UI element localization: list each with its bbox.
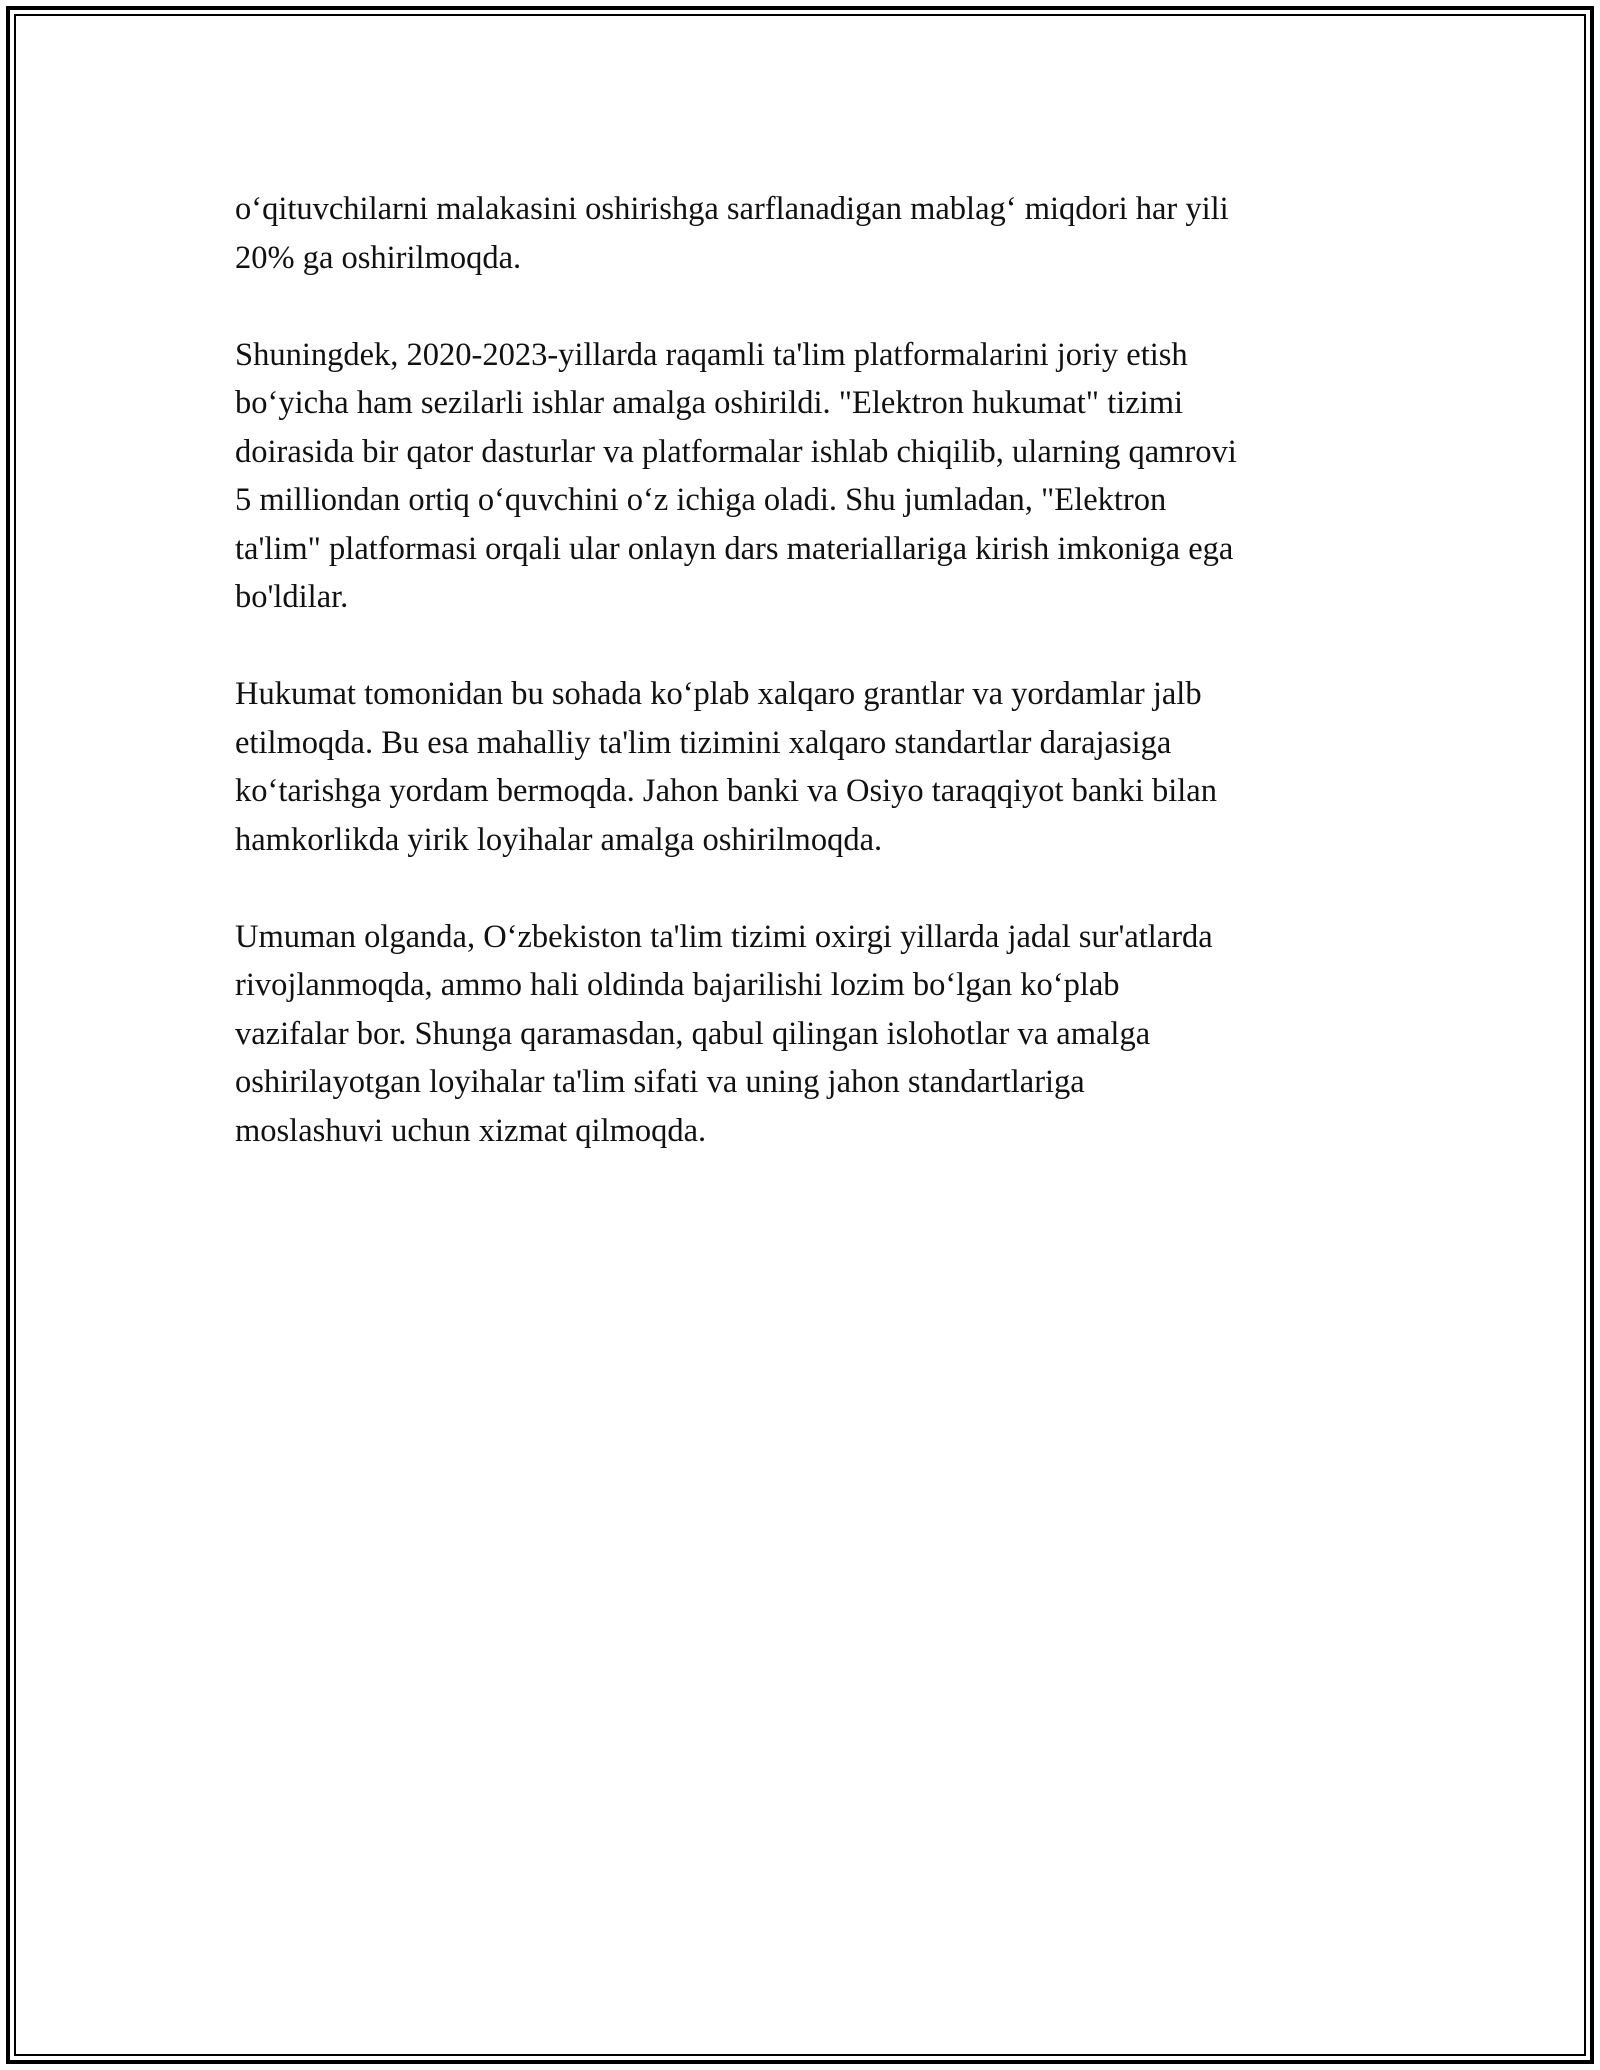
document-body	[235, 185, 1375, 1204]
paragraph-digital-platforms: Shuningdek, 2020-2023-yillarda raqamli ta'lim platformalarini joriy etish bo‘yicha ham sezilarli ishlar amalga oshirildi. "Elektron hukumat" tizimi doirasida bir qator dasturlar va platformalar ishlab chiqilib, ularning qamrovi 5 milliondan ortiq o‘quvchini o‘z ichiga oladi. Shu jumladan, "Elektron ta'lim" platformasi orqali ular onlayn dars materiallariga kirish imkoniga ega bo'ldilar.	[235, 336, 1237, 615]
paragraph-teacher-training-funding: o‘qituvchilarni malakasini oshirishga sarflanadigan mablag‘ miqdori har yili 20% ga oshirilmoqda.	[235, 191, 1229, 276]
paragraph-international-grants: Hukumat tomonidan bu sohada ko‘plab xalqaro grantlar va yordamlar jalb etilmoqda. Bu esa mahalliy ta'lim tizimini xalqaro standartlar darajasiga ko‘tarishga yordam bermoqda. Jahon banki va Osiyo taraqqiyot banki bilan hamkorlikda yirik loyihalar amalga oshirilmoqda.	[235, 676, 1217, 858]
paragraph-conclusion: Umuman olganda, O‘zbekiston ta'lim tizimi oxirgi yillarda jadal sur'atlarda rivojlanmoqda, ammo hali oldinda bajarilishi lozim bo‘lgan ko‘plab vazifalar bor. Shunga qaramasdan, qabul qilingan islohotlar va amalga oshirilayotgan loyihalar ta'lim sifati va uning jahon standartlariga moslashuvi uchun xizmat qilmoqda.	[235, 918, 1213, 1149]
